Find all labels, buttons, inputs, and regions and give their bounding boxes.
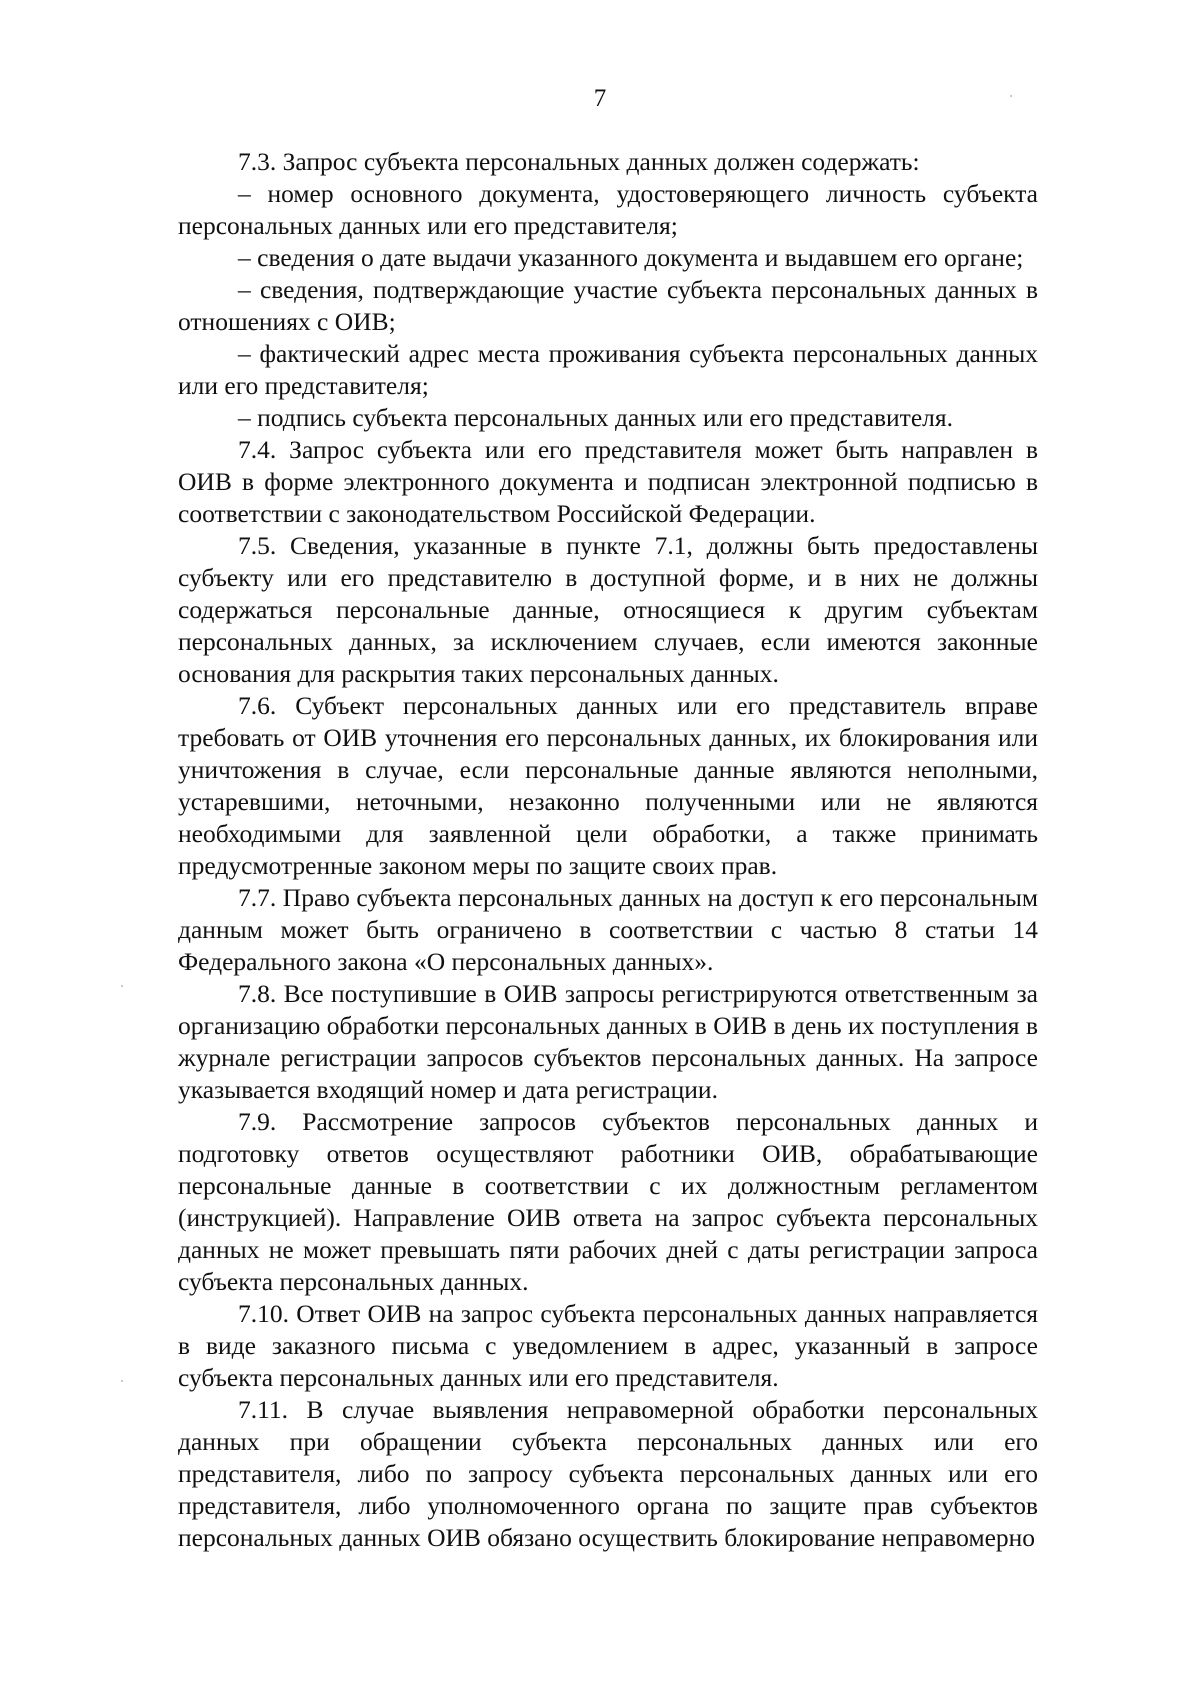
page-number: 7	[593, 85, 607, 112]
paragraph-7-10: 7.10. Ответ ОИВ на запрос субъекта персональных данных направляется в виде заказного письма с уведомлением в адрес, указанный в запросе субъекта персональных данных или его представителя.	[178, 1299, 1038, 1392]
document-body	[178, 146, 1038, 1554]
scan-speck	[121, 985, 123, 987]
paragraph-7-6: 7.6. Субъект персональных данных или его представитель вправе требовать от ОИВ уточнения его персональных данных, их блокирования или уничтожения в случае, если персональные данные являются неполными, устаревшими, неточными, незаконно полученными или не являются необходимыми для заявленной цели обработки, а также принимать предусмотренные законом меры по защите своих прав.	[178, 691, 1038, 880]
list-item-signature: – подпись субъекта персональных данных или его представителя.	[238, 403, 953, 432]
paragraph-7-3: 7.3. Запрос субъекта персональных данных должен содержать:	[238, 147, 920, 176]
paragraph-7-5: 7.5. Сведения, указанные в пункте 7.1, должны быть предоставлены субъекту или его представителю в доступной форме, и в них не должны содержаться персональные данные, относящиеся к другим субъектам персональных данных, за исключением случаев, если имеются законные основания для раскрытия таких персональных данных.	[178, 531, 1038, 688]
paragraph-7-8: 7.8. Все поступившие в ОИВ запросы регистрируются ответственным за организацию обработки персональных данных в ОИВ в день их поступления в журнале регистрации запросов субъектов персональных данных. На запросе указывается входящий номер и дата регистрации.	[178, 979, 1038, 1104]
list-item-document-number: – номер основного документа, удостоверяющего личность субъекта персональных данных или его представителя;	[178, 179, 1038, 240]
list-item-address: – фактический адрес места проживания субъекта персональных данных или его представителя;	[178, 339, 1038, 400]
paragraph-7-4: 7.4. Запрос субъекта или его представителя может быть направлен в ОИВ в форме электронного документа и подписан электронной подписью в соответствии с законодательством Российской Федерации.	[178, 435, 1038, 528]
paragraph-7-9: 7.9. Рассмотрение запросов субъектов персональных данных и подготовку ответов осуществляют работники ОИВ, обрабатывающие персональные данные в соответствии с их должностным регламентом (инструкцией). Направление ОИВ ответа на запрос субъекта персональных данных не может превышать пяти рабочих дней с даты регистрации запроса субъекта персональных данных.	[178, 1107, 1038, 1296]
paragraph-7-7: 7.7. Право субъекта персональных данных на доступ к его персональным данным может быть ограничено в соответствии с частью 8 статьи 14 Федерального закона «О персональных данных».	[178, 883, 1038, 976]
scan-speck	[121, 1380, 123, 1382]
list-item-issue-date: – сведения о дате выдачи указанного документа и выдавшем его органе;	[238, 243, 1024, 272]
paragraph-7-11: 7.11. В случае выявления неправомерной обработки персональных данных при обращении субъекта персональных данных или его представителя, либо по запросу субъекта персональных данных или его представителя, либо уполномоченного органа по защите прав субъектов персональных данных ОИВ обязано осуществить блокирование неправомерно	[178, 1395, 1038, 1552]
list-item-participation: – сведения, подтверждающие участие субъекта персональных данных в отношениях с ОИВ;	[178, 275, 1038, 336]
scan-speck	[1010, 95, 1012, 97]
